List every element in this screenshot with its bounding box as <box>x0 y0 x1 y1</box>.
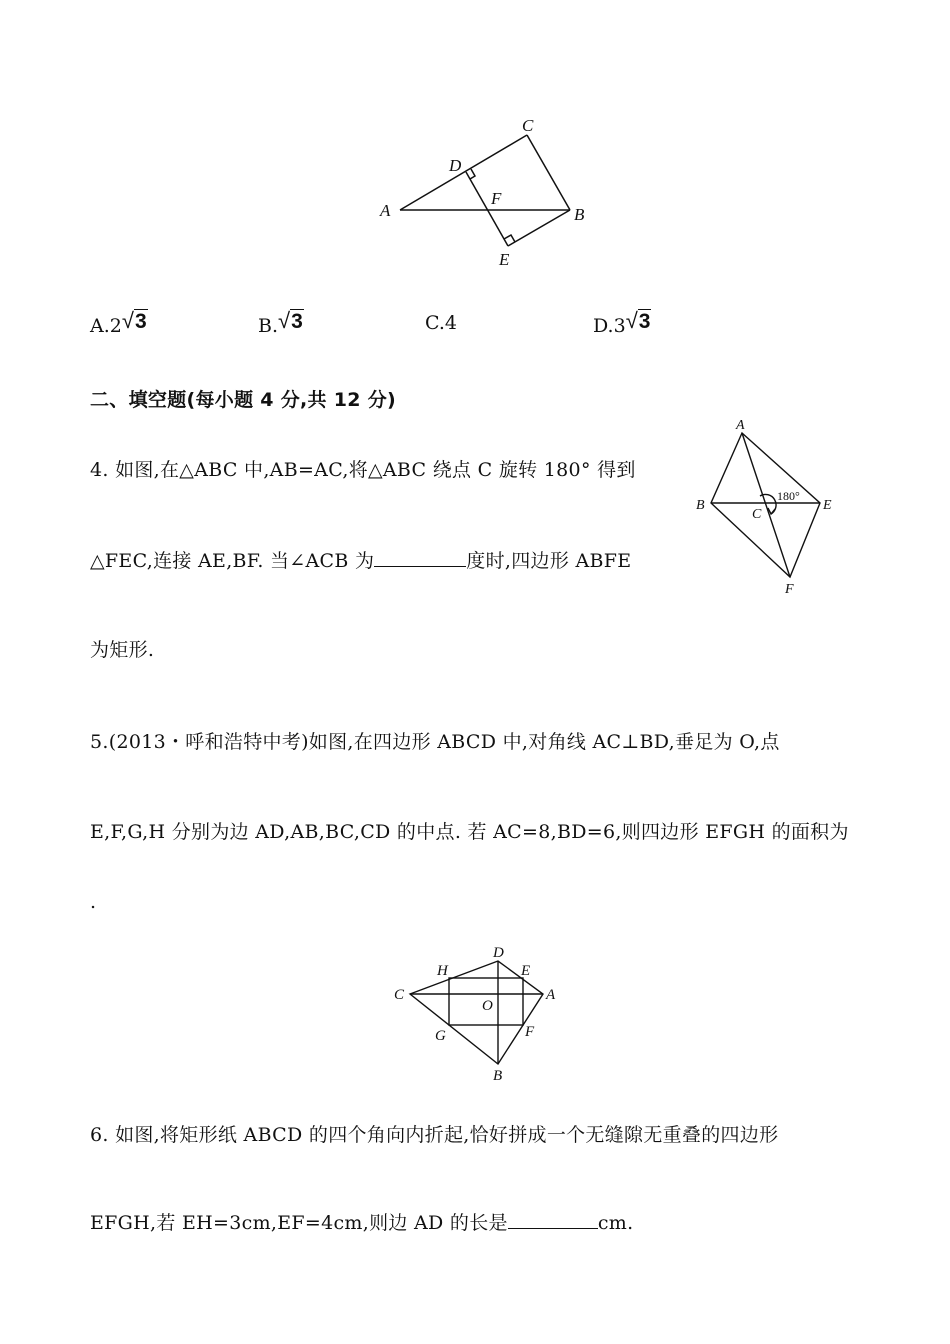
q4-text-before-blank: △FEC,连接 AE,BF. 当∠ACB 为 <box>90 550 375 572</box>
fig2-label-b: B <box>696 498 705 513</box>
q4-text-after-blank: 度时,四边形 ABFE <box>466 550 632 572</box>
fig3-label-o: O <box>482 998 493 1014</box>
fig3-label-h: H <box>437 963 448 979</box>
fig3-label-a: A <box>546 987 556 1003</box>
fig2-label-e: E <box>823 498 832 513</box>
option-a-letter: A. <box>90 315 110 337</box>
option-a-coef: 2 <box>109 315 122 337</box>
fig2-label-f: F <box>785 582 794 597</box>
sqrt-symbol: √3 <box>625 308 651 333</box>
q5-line1: 5.(2013・呼和浩特中考)如图,在四边形 ABCD 中,对角线 AC⊥BD,垂足为 O,点 <box>90 731 780 753</box>
sqrt-symbol: √3 <box>121 308 147 333</box>
fig3-label-d: D <box>493 945 504 961</box>
fig1-label-b: B <box>574 205 585 224</box>
fig1-label-c: C <box>522 116 534 135</box>
q6-text-after-blank: cm. <box>597 1212 634 1234</box>
fig1-label-e: E <box>499 250 510 269</box>
q4-line1: 4. 如图,在△ABC 中,AB=AC,将△ABC 绕点 C 旋转 180° 得到 <box>90 459 636 481</box>
answer-blank-q6[interactable] <box>508 1210 598 1229</box>
option-a-radicand: 3 <box>134 310 147 333</box>
fig1-label-f: F <box>491 189 502 208</box>
q6-line1: 6. 如图,将矩形纸 ABCD 的四个角向内折起,恰好拼成一个无缝隙无重叠的四边形 <box>90 1124 779 1146</box>
fig3-label-e: E <box>521 963 531 979</box>
fig3-label-c: C <box>394 987 405 1003</box>
fig3-label-f: F <box>525 1024 535 1040</box>
q6-line2 <box>90 1210 633 1235</box>
q6-text-before-blank: EFGH,若 EH=3cm,EF=4cm,则边 AD 的长是 <box>90 1212 508 1234</box>
option-c-letter: C. <box>425 312 445 334</box>
option-c-value: 4 <box>444 312 457 334</box>
option-d-letter: D. <box>593 315 614 337</box>
fig2-label-a: A <box>736 418 745 433</box>
q5-line2: E,F,G,H 分别为边 AD,AB,BC,CD 的中点. 若 AC=8,BD=6,则四边形 EFGH 的面积为 <box>90 821 849 843</box>
option-b-letter: B. <box>258 315 279 337</box>
fig2-angle-label: 180° <box>777 489 800 503</box>
fig1-label-d: D <box>449 156 462 175</box>
q5-line3: . <box>90 891 97 913</box>
fig2-label-c: C <box>752 507 762 522</box>
fig1-label-a: A <box>380 201 391 220</box>
fig3-label-g: G <box>435 1028 446 1044</box>
fig3-label-b: B <box>493 1068 503 1084</box>
option-d-radicand: 3 <box>638 310 651 333</box>
q4-line3: 为矩形. <box>90 639 155 661</box>
sqrt-symbol: √3 <box>278 308 303 333</box>
option-b-radicand: 3 <box>291 310 303 333</box>
option-d-coef: 3 <box>613 315 626 337</box>
section-heading: 二、填空题(每小题 4 分,共 12 分) <box>90 389 397 411</box>
